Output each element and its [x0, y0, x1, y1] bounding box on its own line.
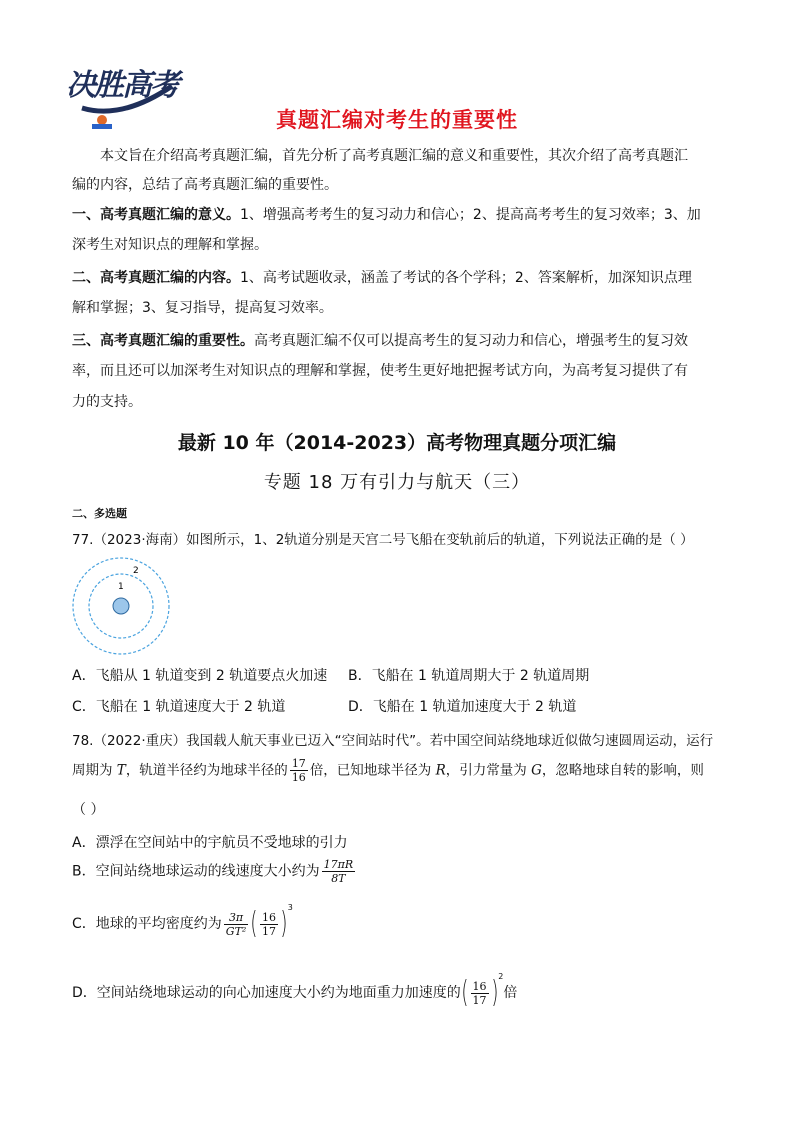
q78-stem-part: ，忽略地球自转的影响，则: [541, 762, 704, 779]
var-r: R: [435, 762, 446, 779]
q78-option-d-text: D．空间站绕地球运动的向心加速度大小约为地面重力加速度的: [72, 985, 461, 1001]
fraction-denominator: 17: [472, 993, 487, 1007]
fraction-17piR-8T: [322, 858, 356, 885]
section-3-heading: 三、高考真题汇编的重要性。: [72, 333, 254, 349]
q78-option-a: A．漂浮在空间站中的宇航员不受地球的引力: [72, 835, 348, 851]
fraction-16-17: [260, 911, 278, 938]
orbit-label-1: 1: [118, 582, 124, 592]
collection-heading: 最新 10 年（2014-2023）高考物理真题分项汇编: [177, 432, 617, 454]
var-g: G: [531, 762, 542, 779]
section-2-heading: 二、高考真题汇编的内容。: [72, 270, 240, 286]
fraction-16-17: [471, 980, 489, 1007]
page-title: 真题汇编对考生的重要性: [276, 108, 518, 132]
section-1: [72, 201, 722, 231]
orbit-label-2: 2: [133, 566, 139, 576]
section-3-line-2: 率，而且还可以加深考生对知识点的理解和掌握，使考生更好地把握考试方向，为高考复习提供了有: [72, 363, 688, 379]
q77-option-a: A．飞船从 1 轨道变到 2 轨道要点火加速: [72, 668, 328, 684]
left-paren: (: [250, 906, 258, 941]
q78-option-b-text: B．空间站绕地球运动的线速度大小约为: [72, 863, 320, 880]
exponent: 3: [287, 903, 293, 912]
fraction-17-16: [290, 757, 308, 784]
section-1-heading: 一、高考真题汇编的意义。: [72, 207, 240, 223]
section-2-text: 1、高考试题收录，涵盖了考试的各个学科；2、答案解析，加深知识点理: [240, 270, 692, 286]
fraction-numerator: 3π: [224, 911, 249, 925]
var-t: T: [116, 762, 126, 779]
q78-option-c-text: C．地球的平均密度约为: [72, 916, 222, 932]
intro-line-2: 编的内容，总结了高考真题汇编的重要性。: [72, 177, 338, 193]
section-2: [72, 264, 722, 294]
q78-option-b: [72, 858, 357, 885]
q78-answer-blank: （ ）: [72, 802, 105, 818]
section-1-text: 1、增强高考考生的复习动力和信心；2、提高高考考生的复习效率；3、加: [240, 207, 701, 223]
section-3-text: 高考真题汇编不仅可以提高考生的复习动力和信心，增强考生的复习效: [254, 333, 688, 349]
fraction-denominator: 16: [291, 771, 306, 784]
q78-stem-part: 倍，已知地球半径为: [309, 762, 436, 779]
section-3-line-3: 力的支持。: [72, 394, 142, 410]
section-2-line-2: 解和掌握；3、复习指导，提高复习效率。: [72, 300, 333, 316]
fraction-numerator: 16: [262, 910, 277, 924]
q78-stem-part: ，引力常量为: [445, 762, 532, 779]
q77-stem: 77.（2023·海南）如图所示，1、2轨道分别是天宫二号飞船在变轨前后的轨道，下列说法正确的是（ ）: [72, 532, 694, 548]
fraction-3pi-GT2: [224, 911, 249, 938]
q78-stem-part: 周期为: [72, 762, 117, 779]
right-paren: ): [490, 975, 498, 1010]
fraction-numerator: 17: [291, 757, 306, 770]
q77-option-d: D．飞船在 1 轨道加速度大于 2 轨道: [348, 699, 577, 715]
category-label: 二、多选题: [72, 507, 127, 520]
fraction-numerator: 17πR: [323, 858, 354, 871]
fraction-denominator: 8T: [331, 872, 346, 885]
fraction-numerator: 16: [472, 979, 487, 993]
q78-option-c: [72, 903, 293, 941]
q78-option-d: [72, 972, 518, 1010]
q78-option-d-tail: 倍: [503, 985, 518, 1001]
q78-stem-line-1: 78.（2022·重庆）我国载人航天事业已迈入“空间站时代”。若中国空间站绕地球近似做匀速圆周运动，运行: [72, 733, 714, 749]
q77-option-b: B．飞船在 1 轨道周期大于 2 轨道周期: [348, 668, 590, 684]
fraction-denominator: GT²: [225, 924, 247, 938]
q78-stem-part: ，轨道半径约为地球半径的: [125, 762, 288, 779]
fraction-denominator: 17: [262, 924, 277, 938]
section-3: [72, 327, 722, 357]
topic-subheading: 专题 18 万有引力与航天（三）: [263, 472, 531, 493]
left-paren: (: [461, 975, 469, 1010]
orbit-diagram: [68, 553, 178, 663]
right-paren: ): [280, 906, 288, 941]
logo-text: 决胜高考: [66, 68, 178, 103]
q77-option-c: C．飞船在 1 轨道速度大于 2 轨道: [72, 699, 286, 715]
intro-line-1: 本文旨在介绍高考真题汇编，首先分析了高考真题汇编的意义和重要性，其次介绍了高考真题汇: [100, 148, 688, 164]
q78-stem-line-2: [72, 757, 704, 784]
exponent: 2: [498, 972, 504, 981]
section-1-line-2: 深考生对知识点的理解和掌握。: [72, 237, 268, 253]
